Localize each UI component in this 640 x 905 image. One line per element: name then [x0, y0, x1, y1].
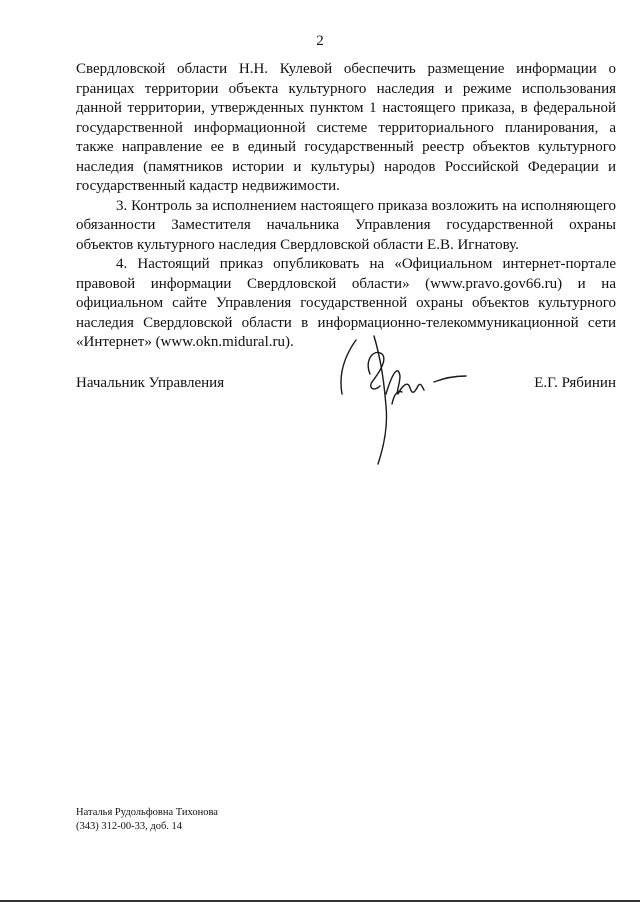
- executor-name: Наталья Рудольфовна Тихонова: [76, 807, 218, 818]
- paragraph-item-3: 3. Контроль за исполнением настоящего приказа возложить на исполняющего обязанности Заместителя начальника Управления государственной охраны объектов культурного наследия Свердловской области Е.В. Игнатову.: [76, 197, 616, 253]
- bottom-edge-line: [0, 900, 640, 902]
- page-number: 2: [316, 33, 324, 49]
- paragraph-item-4: 4. Настоящий приказ опубликовать на «Официальном интернет-портале правовой информации Свердловской области» (www.pravo.gov66.ru) и на официальном сайте Управления государственной охраны объектов культурного наследия Свердловской области в информационно-телекоммуникационной сети «Интернет» (www.okn.midural.ru).: [76, 256, 616, 350]
- executor-block: [76, 806, 218, 834]
- executor-phone: (343) 312-00-33, доб. 14: [76, 821, 183, 832]
- handwritten-signature-icon: [334, 334, 474, 466]
- document-body: [76, 60, 616, 353]
- paragraph-continuation: Свердловской области Н.Н. Кулевой обеспечить размещение информации о границах территории объекта культурного наследия и режиме использования данной территории, утвержденных пунктом 1 настоящего приказа, в федеральной государственной информационной системе территориального планирования, а также направление ее в единый государственный реестр объектов культурного наследия (памятников истории и культуры) народов Российской Федерации и государственный кадастр недвижимости.: [76, 61, 616, 194]
- signatory-title: Начальник Управления: [76, 375, 225, 391]
- signatory-name: Е.Г. Рябинин: [534, 375, 616, 391]
